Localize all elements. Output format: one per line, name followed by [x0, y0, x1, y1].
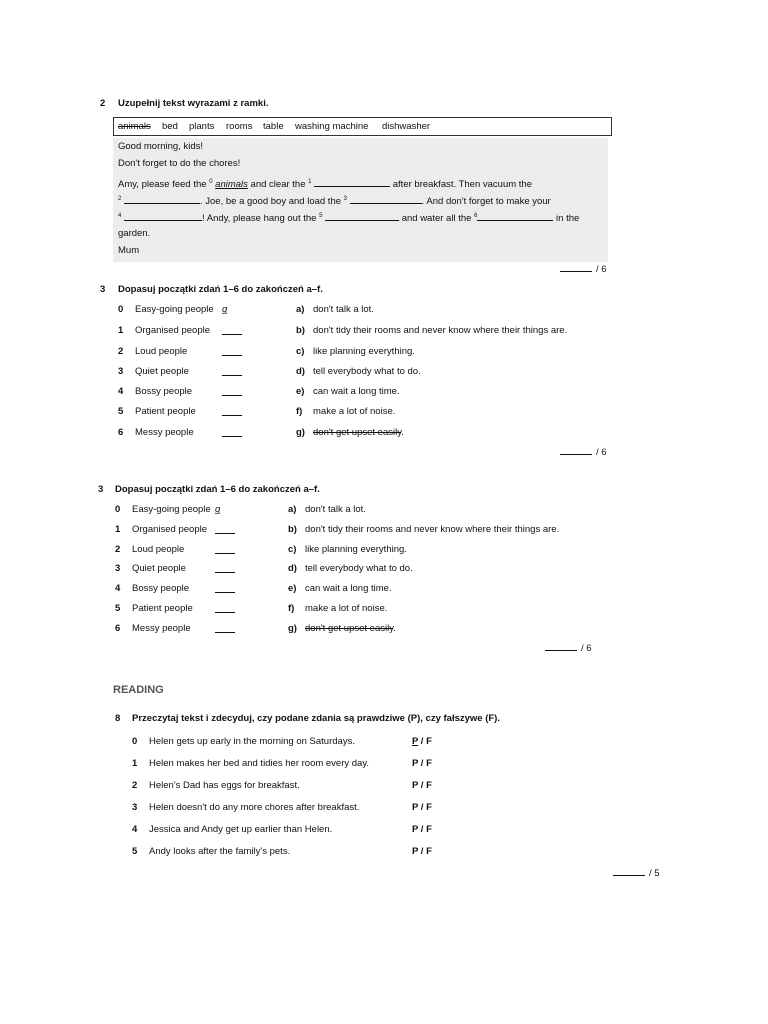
true-false-choice[interactable]: P / F — [412, 824, 432, 835]
item-number: 4 — [132, 824, 138, 835]
item-number: 4 — [115, 583, 121, 594]
list-item-text: Quiet people — [132, 563, 186, 574]
ending-text: don't tidy their rooms and never know where their things are. — [305, 524, 560, 535]
list-item-text: Quiet people — [135, 366, 189, 377]
statement-text: Helen makes her bed and tidies her room every day. — [149, 758, 370, 769]
statement-text: Helen's Dad has eggs for breakfast. — [149, 780, 300, 791]
gap-6[interactable] — [477, 212, 553, 221]
list-item-text: Messy people — [135, 427, 194, 438]
ex3b-title: Dopasuj początki zdań 1–6 do zakończeń a–f. — [115, 484, 320, 495]
ending-text: like planning everything. — [313, 346, 415, 357]
signature: Mum — [118, 245, 140, 256]
ex3b-score: / 6 — [545, 642, 592, 654]
answer-g: g — [222, 304, 228, 315]
list-item-text: Loud people — [132, 544, 185, 555]
ex3a-title: Dopasuj początki zdań 1–6 do zakończeń a–f. — [118, 284, 323, 295]
ex3a-number: 3 — [100, 284, 106, 295]
item-number: 3 — [115, 563, 121, 574]
item-number: 3 — [118, 366, 124, 377]
word-dishwasher: dishwasher — [382, 121, 431, 132]
ending-letter: d) — [296, 366, 305, 377]
list-item-text: Organised people — [132, 524, 207, 535]
ex2-number: 2 — [100, 98, 106, 109]
word-plants: plants — [189, 121, 215, 132]
text-line-5: $^4$ ! Andy, please hang out the $^5$ and water all the $^6$ in the — [118, 213, 580, 224]
word-bed: bed — [162, 121, 178, 132]
ending-text: make a lot of noise. — [313, 406, 396, 417]
ending-letter: g) — [296, 427, 305, 438]
ex2-title: Uzupełnij tekst wyrazami z ramki. — [118, 98, 269, 109]
item-number: 1 — [118, 325, 124, 336]
gap-2[interactable] — [124, 195, 200, 204]
ex3b-number: 3 — [98, 484, 104, 495]
ending-letter: e) — [296, 386, 305, 397]
answer-blank[interactable] — [215, 604, 235, 613]
ending-text: tell everybody what to do. — [305, 563, 413, 574]
item-number: 5 — [118, 406, 124, 417]
text-line-3: Amy, please feed the $^0$ animals and clear the $^1$ after breakfast. Then vacuum the — [118, 179, 532, 190]
ending-text: can wait a long time. — [305, 583, 392, 594]
item-number: 1 — [132, 758, 138, 769]
answer-0: animals — [215, 179, 248, 190]
ending-letter: f) — [296, 406, 303, 417]
ending-letter: b) — [296, 325, 305, 336]
ending-letter: e) — [288, 583, 297, 594]
garden-line: garden. — [118, 228, 151, 239]
list-item-text: Patient people — [135, 406, 196, 417]
true-false-choice[interactable]: P / F — [412, 846, 432, 857]
ending-letter: a) — [288, 504, 297, 515]
item-number: 2 — [118, 346, 124, 357]
true-false-choice[interactable]: P / F — [412, 780, 432, 791]
ending-letter: b) — [288, 524, 297, 535]
gap-1[interactable] — [314, 178, 390, 187]
item-number: 6 — [115, 623, 121, 634]
ending-letter: c) — [288, 544, 297, 555]
item-number: 6 — [118, 427, 124, 438]
ending-letter: c) — [296, 346, 305, 357]
word-washing-machine: washing machine — [295, 121, 369, 132]
ending-text-struck: don't get upset easily. — [313, 427, 404, 438]
reading-title: Przeczytaj tekst i zdecyduj, czy podane zdania są prawdziwe (P), czy fałszywe (F). — [132, 713, 500, 724]
ex2-score: / 6 — [560, 263, 607, 275]
list-item-text: Loud people — [135, 346, 188, 357]
reading-number: 8 — [115, 713, 121, 724]
answer-blank[interactable] — [222, 387, 242, 396]
item-number: 0 — [132, 736, 138, 747]
answer-blank[interactable] — [222, 326, 242, 335]
word-box — [113, 117, 612, 136]
answer-blank[interactable] — [215, 564, 235, 573]
greeting: Good morning, kids! — [118, 141, 204, 152]
answer-g: g — [215, 504, 221, 515]
list-item-text: Easy-going people — [132, 504, 211, 515]
answer-blank[interactable] — [222, 347, 242, 356]
list-item-text: Easy-going people — [135, 304, 214, 315]
list-item-text: Organised people — [135, 325, 210, 336]
item-number: 2 — [132, 780, 138, 791]
ending-text: can wait a long time. — [313, 386, 400, 397]
item-number: 1 — [115, 524, 121, 535]
list-item-text: Patient people — [132, 603, 193, 614]
ending-text: don't tidy their rooms and never know where their things are. — [313, 325, 568, 336]
list-item-text: Bossy people — [132, 583, 190, 594]
true-false-choice[interactable]: P / F — [412, 802, 432, 813]
ending-text: don't talk a lot. — [313, 304, 374, 315]
true-false-choice[interactable]: P / F — [412, 758, 432, 769]
statement-text: Helen doesn't do any more chores after breakfast. — [149, 802, 360, 813]
item-number: 3 — [132, 802, 138, 813]
ending-letter: a) — [296, 304, 305, 315]
item-number: 5 — [132, 846, 138, 857]
gap-4[interactable] — [124, 212, 202, 221]
item-number: 4 — [118, 386, 124, 397]
answer-blank[interactable] — [222, 407, 242, 416]
true-false-choice[interactable]: P / F — [412, 736, 432, 747]
answer-blank[interactable] — [222, 428, 242, 437]
item-number: 5 — [115, 603, 121, 614]
ending-text: don't talk a lot. — [305, 504, 366, 515]
item-number: 0 — [115, 504, 121, 515]
ending-text: like planning everything. — [305, 544, 407, 555]
ending-text: tell everybody what to do. — [313, 366, 421, 377]
gap-3[interactable] — [350, 195, 422, 204]
ending-letter: f) — [288, 603, 295, 614]
answer-blank[interactable] — [215, 584, 235, 593]
statement-text: Jessica and Andy get up earlier than Helen. — [149, 824, 333, 835]
word-rooms: rooms — [226, 121, 253, 132]
list-item-text: Bossy people — [135, 386, 193, 397]
ex3a-score: / 6 — [560, 446, 607, 458]
word-table: table — [263, 121, 284, 132]
answer-blank[interactable] — [215, 624, 235, 633]
ending-text: make a lot of noise. — [305, 603, 388, 614]
reading-heading: READING — [113, 684, 164, 696]
answer-blank[interactable] — [215, 525, 235, 534]
list-item: 0 — [118, 304, 124, 315]
ending-letter: g) — [288, 623, 297, 634]
item-number: 2 — [115, 544, 121, 555]
reading-score: / 5 — [613, 867, 660, 879]
answer-blank[interactable] — [222, 367, 242, 376]
ending-letter: d) — [288, 563, 297, 574]
word-animals: animals — [118, 121, 151, 132]
statement-text: Helen gets up early in the morning on Saturdays. — [149, 736, 355, 747]
chores-line: Don't forget to do the chores! — [118, 158, 241, 169]
statement-text: Andy looks after the family's pets. — [149, 846, 291, 857]
ending-text-struck: don't get upset easily. — [305, 623, 396, 634]
gap-5[interactable] — [325, 212, 399, 221]
text-line-4: $^2$ . Joe, be a good boy and load the $^3$ . And don't forget to make your — [118, 196, 551, 207]
answer-blank[interactable] — [215, 545, 235, 554]
list-item-text: Messy people — [132, 623, 191, 634]
